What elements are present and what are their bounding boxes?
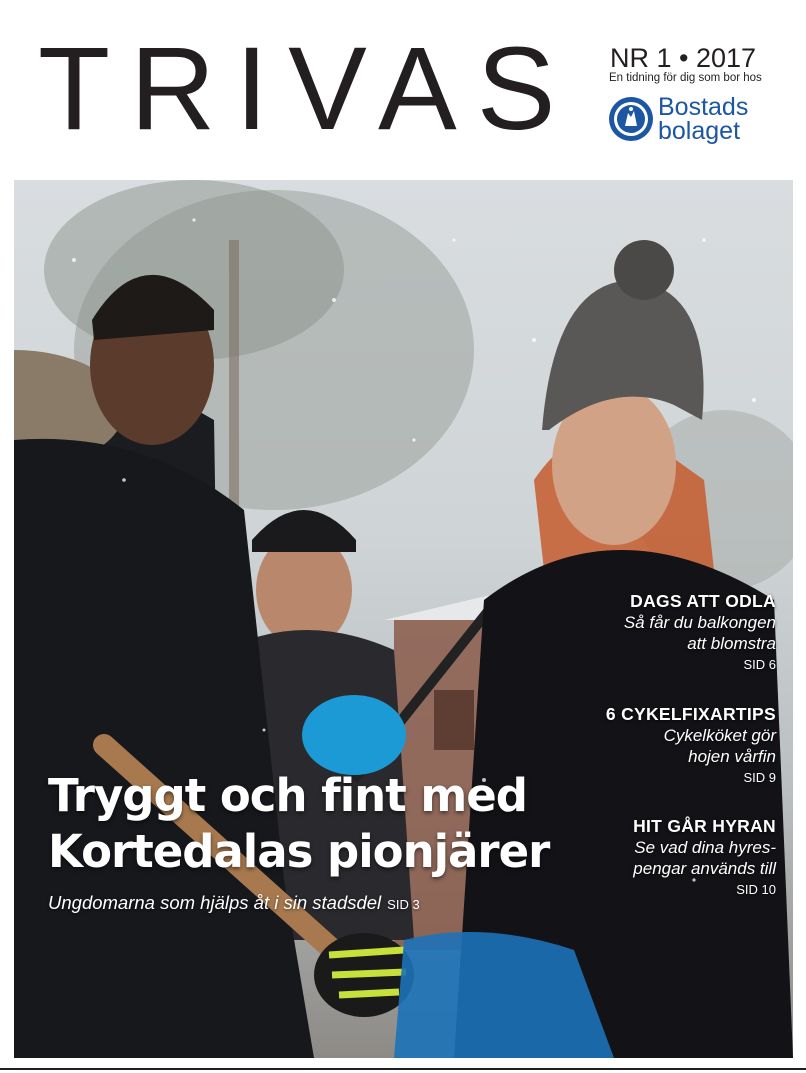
teaser-text [624, 612, 776, 654]
teaser-item [606, 703, 776, 789]
teaser-page-ref: SID 9 [743, 770, 776, 785]
teaser-line: Så får du balkongen [623, 613, 776, 632]
bostadsbolaget-emblem-icon [608, 96, 654, 142]
cover-subhead-text: Ungdomarna som hjälps åt i sin stadsdel [48, 892, 382, 913]
bottom-rule [0, 1068, 806, 1070]
issue-tagline: En tidning för dig som bor hos [609, 72, 762, 84]
teaser-text [606, 725, 776, 767]
publisher-name [658, 95, 748, 143]
masthead-title: TRIVAS [38, 23, 576, 155]
publisher-name-line2: bolaget [658, 117, 741, 145]
publisher-name-line1: Bostads [658, 93, 749, 121]
cover-headline-line1: Tryggt och fint med [48, 769, 528, 822]
cover-headline-line2: Kortedalas pionjärer [48, 825, 550, 878]
teaser-line: Cykelköket gör [663, 726, 776, 745]
publisher-logo [608, 93, 748, 145]
teaser-item [624, 590, 776, 676]
teaser-line: att blomstra [687, 634, 776, 653]
cover-subhead [48, 892, 420, 914]
teaser-title: 6 CYKELFIXARTIPS [605, 704, 776, 724]
issue-number: NR 1 • 2017 [610, 43, 757, 73]
teaser-page-ref: SID 10 [736, 882, 776, 897]
teaser-line: hojen vårfin [688, 747, 776, 766]
teaser-page-ref: SID 6 [743, 657, 776, 672]
teaser-line: pengar används till [633, 859, 776, 878]
teaser-text [633, 837, 776, 879]
teaser-title: DAGS ATT ODLA [630, 591, 776, 611]
cover-page-ref: SID 3 [387, 897, 420, 912]
teaser-item [633, 815, 776, 901]
teaser-line: Se vad dina hyres- [634, 838, 776, 857]
teaser-title: HIT GÅR HYRAN [633, 816, 776, 836]
cover-headline [48, 768, 549, 880]
